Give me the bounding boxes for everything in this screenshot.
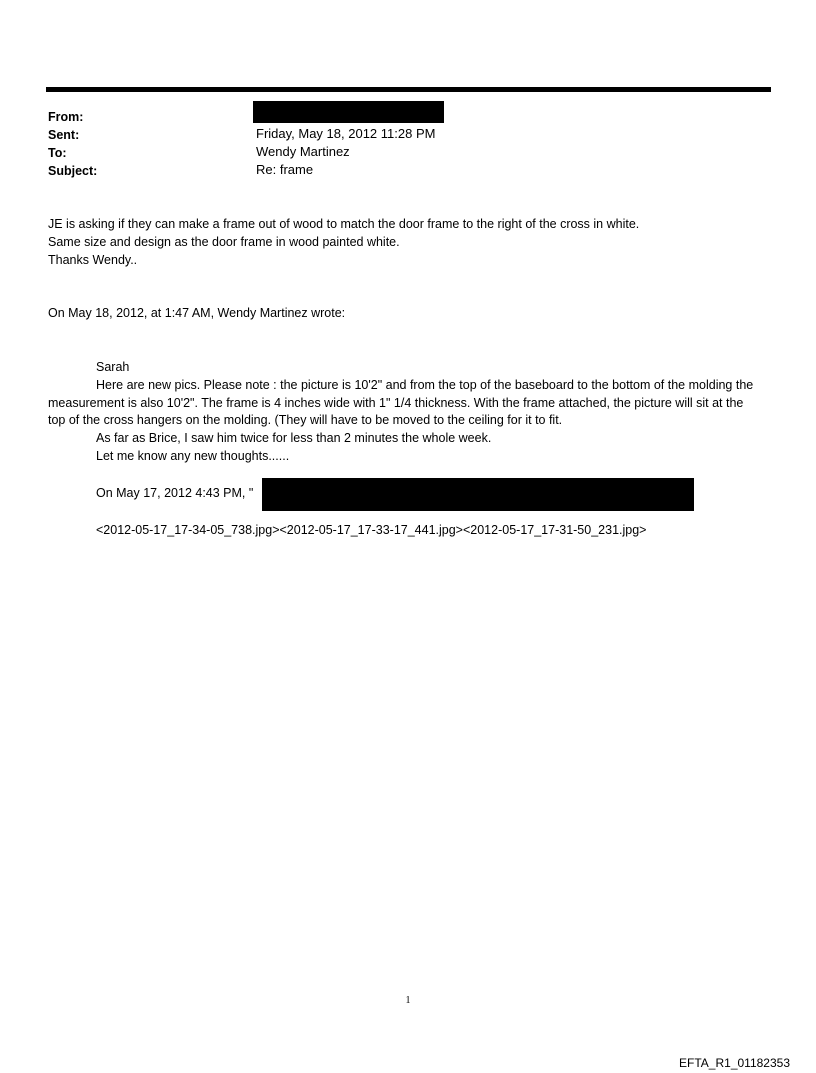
message-line-1: JE is asking if they can make a frame out of wood to match the door frame to the right of the cross in white. xyxy=(48,217,640,231)
subject-value: Re: frame xyxy=(256,162,314,177)
quote-attribution: On May 18, 2012, at 1:47 AM, Wendy Martinez wrote: xyxy=(48,306,346,320)
subject-label: Subject: xyxy=(48,164,98,178)
document-id: EFTA_R1_01182353 xyxy=(679,1056,790,1070)
to-label: To: xyxy=(48,146,67,160)
message-line-3: Thanks Wendy.. xyxy=(48,253,138,267)
nested-attribution: On May 17, 2012 4:43 PM, " xyxy=(96,486,254,500)
quote-line-thoughts: Let me know any new thoughts...... xyxy=(96,449,290,463)
page-number: 1 xyxy=(405,995,411,1006)
to-value: Wendy Martinez xyxy=(256,144,350,159)
nested-sender-redaction xyxy=(262,478,694,511)
attachment-list: <2012-05-17_17-34-05_738.jpg><2012-05-17_17-33-17_441.jpg><2012-05-17_17-31-50_231.jpg> xyxy=(96,523,647,537)
sent-label: Sent: xyxy=(48,128,80,142)
quote-paragraph: Here are new pics. Please note : the picture is 10'2" and from the top of the baseboard to the bottom of the molding the measurement is also 10'2". The frame is 4 inches wide with 1" 1/4 thickness. With the frame attached, the picture will sit at the top of the cross hangers on the molding. (They will have to be moved to the ceiling for it to fit. xyxy=(48,378,754,427)
sent-value: Friday, May 18, 2012 11:28 PM xyxy=(256,126,436,141)
quote-greeting: Sarah xyxy=(96,360,130,374)
message-line-2: Same size and design as the door frame in wood painted white. xyxy=(48,235,400,249)
quote-line-brice: As far as Brice, I saw him twice for less than 2 minutes the whole week. xyxy=(96,431,492,445)
from-label: From: xyxy=(48,110,84,124)
from-redaction xyxy=(253,101,444,123)
header-rule xyxy=(46,87,771,92)
